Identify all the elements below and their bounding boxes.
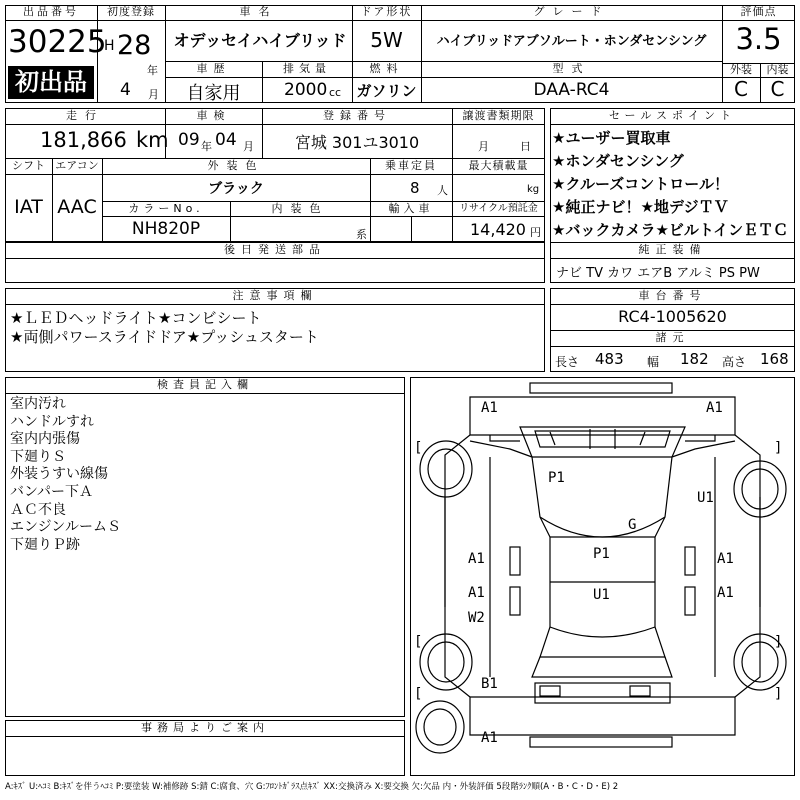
transfer-day-unit: 日 <box>520 140 531 153</box>
list-item: ★ユーザー買取車 <box>552 129 671 147</box>
car-name: オデッセイハイブリッド <box>173 31 347 50</box>
diagram-mark: A1 <box>717 585 734 601</box>
height-label: 高さ <box>722 355 747 369</box>
first-reg-year: 28 <box>117 30 152 61</box>
list-item: エンジンルームＳ <box>10 519 121 536</box>
list-item: 室内汚れ <box>10 396 66 412</box>
first-reg-month: 4 <box>120 80 131 100</box>
equipment-label: 純正装備 <box>638 243 707 256</box>
first-reg-era: H <box>104 38 115 54</box>
width-label: 幅 <box>647 355 660 369</box>
inspection-year: 09 <box>178 130 200 150</box>
transfer-month-unit: 月 <box>478 140 489 153</box>
lot-number-label: 出品番号 <box>23 5 79 18</box>
fuel-label: 燃料 <box>369 62 404 75</box>
chassis-label: 車台番号 <box>638 289 707 302</box>
displacement-unit: cc <box>329 86 342 99</box>
list-item: ハンドルすれ <box>10 413 94 430</box>
list-item: 下廻りＳ <box>10 448 66 465</box>
shift-type: IAT <box>14 196 43 218</box>
aircon-type: AAC <box>57 196 97 218</box>
bracket: [ <box>414 440 423 456</box>
sales-points-list <box>552 127 795 242</box>
list-item: ★バックカメラ★ビルトインＥＴＣ <box>552 221 789 239</box>
bracket: ] <box>774 686 783 702</box>
history: 自家用 <box>186 83 241 104</box>
registration-label: 登録番号 <box>323 109 391 122</box>
diagram-mark: G <box>628 517 637 533</box>
list-item: ＡＣ不良 <box>10 501 66 518</box>
transfer-doc-label: 譲渡書類期限 <box>462 109 535 122</box>
color-number: NH820P <box>131 219 201 239</box>
first-reg-month-unit: 月 <box>148 88 159 101</box>
length-value: 483 <box>595 350 624 368</box>
exterior-score-label: 外装 <box>730 63 752 76</box>
exterior-score: C <box>734 77 748 101</box>
interior-color-unit: 系 <box>356 228 367 241</box>
list-item: 下廻りＰ跡 <box>10 536 80 553</box>
diagram-mark: P1 <box>593 546 610 562</box>
diagram-mark: P1 <box>548 470 565 486</box>
max-load-unit: kg <box>527 184 540 195</box>
shift-label: シフト <box>12 159 45 172</box>
inspection-label: 車検 <box>196 109 231 122</box>
diagram-mark: A1 <box>468 551 485 567</box>
list-item: 外装うすい線傷 <box>10 466 108 483</box>
interior-score-label: 内装 <box>766 63 789 76</box>
dims-label: 諸元 <box>655 331 690 344</box>
exterior-color: ブラック <box>208 181 264 197</box>
diagram-mark: U1 <box>697 490 714 506</box>
diagram-mark: A1 <box>706 400 723 416</box>
grade: ハイブリッドアブソルート・ホンダセンシング <box>436 34 707 49</box>
diagram-mark: W2 <box>468 610 485 626</box>
bracket: [ <box>414 686 423 702</box>
list-item: ★両側パワースライドドア★プッシュスタート <box>10 328 319 346</box>
exterior-color-label: 外装色 <box>207 159 265 172</box>
lot-number: 30225 <box>8 24 107 60</box>
capacity-label: 乗車定員 <box>385 159 437 172</box>
list-item: ★純正ナビ！★地デジＴＶ <box>552 198 729 216</box>
displacement-label: 排気量 <box>283 62 331 75</box>
first-listing-badge-text: 初出品 <box>15 68 87 96</box>
list-item: バンパー下Ａ <box>10 483 94 500</box>
list-item: 室内内張傷 <box>10 431 80 448</box>
model-label: 型式 <box>552 62 591 75</box>
office-label: 事務局よりご案内 <box>141 721 269 734</box>
model-code: DAA-RC4 <box>533 80 610 100</box>
inspection-month: 04 <box>215 130 237 150</box>
legend: A:ｷｽﾞ U:ﾍｺﾐ B:ｷｽﾞを伴うﾍｺﾐ P:要塗装 W:補修跡 S:錆 C:腐食、穴 G:ﾌﾛﾝﾄｶﾞﾗｽ点ｷｽﾞ XX:交換済み X:要交換 欠:欠品 内・外装評価 5段階ﾗﾝｸ順(A・B・C・D・E) 2 <box>5 782 619 792</box>
later-parts-label: 後日発送部品 <box>224 243 326 256</box>
fuel: ガソリン <box>356 82 417 100</box>
list-item: ★クルーズコントロール！ <box>552 175 729 193</box>
bracket: [ <box>414 634 423 650</box>
bracket: ] <box>774 440 783 456</box>
capacity: 8 <box>410 179 420 197</box>
diagram-mark: A1 <box>481 400 498 416</box>
mileage-unit: km <box>136 128 169 152</box>
import-label: 輸入車 <box>388 202 434 215</box>
sales-points-label: セールスポイント <box>608 109 736 122</box>
interior-color-label: 内装色 <box>271 202 329 215</box>
list-item: ★ホンダセンシング <box>552 152 684 170</box>
door-type: 5W <box>370 28 403 52</box>
diagram-mark: A1 <box>468 585 485 601</box>
equipment: ナビ TV カワ エアB アルミ PS PW <box>556 266 760 281</box>
bracket: ] <box>774 634 783 650</box>
score-value: 3.5 <box>735 22 782 56</box>
color-no-label: カラーNo. <box>128 202 204 215</box>
recycle-fee: 14,420 <box>470 220 526 239</box>
interior-score: C <box>770 77 785 101</box>
length-label: 長さ <box>555 355 580 369</box>
mileage-label: 走行 <box>66 109 104 122</box>
diagram-mark: B1 <box>481 676 498 692</box>
chassis-number: RC4-1005620 <box>618 307 727 326</box>
inspection-month-unit: 月 <box>243 140 254 153</box>
first-reg-year-unit: 年 <box>147 64 158 77</box>
notes-list <box>10 309 540 347</box>
diagram-mark: U1 <box>593 587 610 603</box>
score-label: 評価点 <box>740 5 777 18</box>
inspector-label: 検査員記入欄 <box>157 378 253 391</box>
height-value: 168 <box>760 350 789 368</box>
max-load-label: 最大積載量 <box>468 159 529 172</box>
diagram-mark: A1 <box>481 730 498 746</box>
history-label: 車歴 <box>196 62 231 75</box>
recycle-label: リサイクル預託金 <box>459 203 538 214</box>
aircon-label: エアコン <box>55 159 99 172</box>
first-reg-label: 初度登録 <box>107 5 155 18</box>
car-diagram <box>410 377 795 776</box>
grade-label: グレード <box>533 5 610 18</box>
car-name-label: 車名 <box>239 5 278 18</box>
inspector-list <box>10 396 400 554</box>
registration-number: 宮城 301ユ3010 <box>294 133 420 152</box>
notes-label: 注意事項欄 <box>232 289 318 302</box>
door-label: ドア形状 <box>360 5 413 18</box>
displacement: 2000 <box>284 80 328 100</box>
recycle-fee-unit: 円 <box>530 226 541 239</box>
capacity-unit: 人 <box>437 184 448 197</box>
inspection-year-unit: 年 <box>201 140 212 153</box>
diagram-mark: A1 <box>717 551 734 567</box>
mileage: 181,866 <box>40 128 127 152</box>
width-value: 182 <box>680 350 709 368</box>
list-item: ★ＬＥＤヘッドライト★コンビシート <box>10 309 262 327</box>
car-diagram-svg <box>410 377 795 776</box>
